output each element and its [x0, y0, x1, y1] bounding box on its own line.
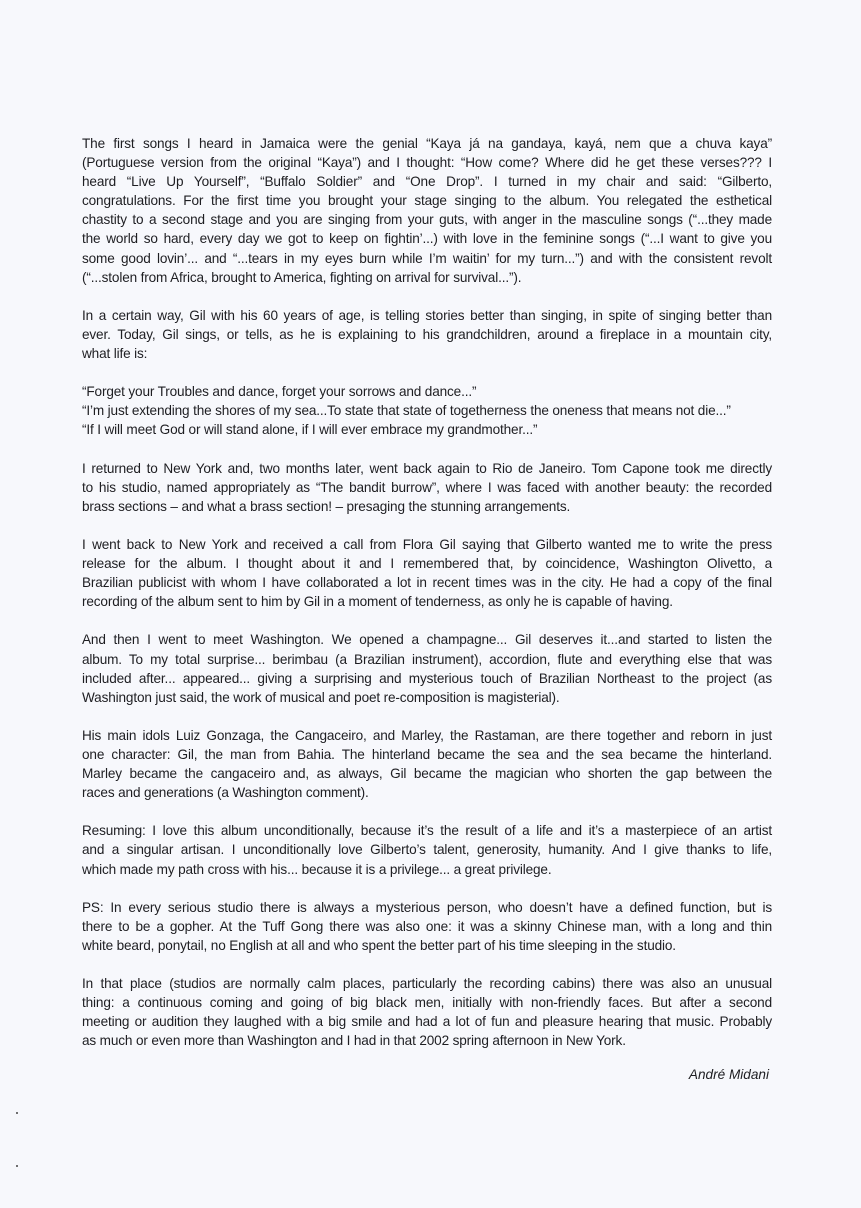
text-line: And then I went to meet Washington. We opened a champagne... Gil deserves it...and started to listen the: [82, 632, 772, 648]
text-line: races and generations (a Washington comment).: [82, 785, 369, 801]
paragraph-gil-60-years: [82, 306, 772, 363]
text-line: heard “Live Up Yourself”, “Buffalo Soldier” and “One Drop”. I turned in my chair and said: “Gilberto,: [82, 174, 772, 190]
text-line: I went back to New York and received a call from Flora Gil saying that Gilberto wanted me to write the press: [82, 536, 772, 552]
text-line: ever. Today, Gil sings, or tells, as he is explaining to his grandchildren, around a fireplace in a mountain city,: [82, 326, 772, 342]
text-line: In a certain way, Gil with his 60 years of age, is telling stories better than singing, in spite of singing better than: [82, 307, 772, 323]
text-line: The first songs I heard in Jamaica were the genial “Kaya já na gandaya, kayá, nem que a chuva kaya”: [82, 136, 772, 151]
text-line: In that place (studios are normally calm places, particularly the recording cabins) there was also an unusual: [82, 976, 772, 992]
paragraph-press-release: [82, 535, 772, 611]
text-line: (Portuguese version from the original “Kaya”) and I thought: “How come? Where did he get these verses??? I: [82, 155, 772, 171]
text-line: the world so hard, every day we got to keep on fightin’...) with love in the feminine songs (“...I want to give you: [82, 231, 772, 247]
paragraph-main-idols: [82, 726, 772, 802]
text-line: Marley became the cangaceiro and, as always, Gil became the magician who shorten the gap between the: [82, 766, 772, 782]
text-line: and a singular artisan. I unconditionally love Gilberto’s talent, generosity, humanity. And I give thanks to life,: [82, 842, 772, 858]
text-line: white beard, ponytail, no English at all and who spent the better part of his time sleeping in the studio.: [82, 937, 676, 953]
text-line: recording of the album sent to him by Gil in a moment of tenderness, as only he is capable of having.: [82, 594, 673, 610]
scan-speck: [16, 1165, 18, 1167]
text-line: chastity to a second stage and you are singing from your guts, with anger in the masculine songs (“...they made: [82, 212, 772, 228]
paragraph-lyric-quotes: [82, 382, 772, 439]
text-line: I returned to New York and, two months later, went back again to Rio de Janeiro. Tom Capone took me directly: [82, 460, 772, 476]
quote-line: “Forget your Troubles and dance, forget your sorrows and dance...”: [82, 384, 477, 400]
text-line: meeting or audition they laughed with a big smile and had a lot of fun and pleasure hearing that music. Probably: [82, 1014, 772, 1030]
text-line: there to be a gopher. At the Tuff Gong there was also one: it was a skinny Chinese man, with a long and thin: [82, 918, 772, 934]
text-line: (“...stolen from Africa, brought to America, fighting on arrival for survival...”).: [82, 269, 522, 285]
paragraph-champagne: [82, 630, 772, 706]
quote-line: “If I will meet God or will stand alone, if I will ever embrace my grandmother...”: [82, 422, 538, 438]
text-line: thing: a continuous coming and going of big black men, initially with non-friendly faces. But after a second: [82, 995, 772, 1011]
text-line: Brazilian publicist with whom I have collaborated a lot in recent times was in the city. He had a copy of the final: [82, 575, 772, 591]
text-line: album. To my total surprise... berimbau (a Brazilian instrument), accordion, flute and everything else that was: [82, 651, 772, 667]
text-line: congratulations. For the first time you brought your stage singing to the album. You relegated the esthetical: [82, 193, 772, 209]
text-line: which made my path cross with his... because it is a privilege... a great privilege.: [82, 861, 552, 877]
text-line: brass sections – and what a brass section! – presaging the stunning arrangements.: [82, 498, 571, 514]
letter-body: [82, 134, 772, 1070]
text-line: included after... appeared... giving a surprising and mysterious touch of Brazilian Northeast to the project (as: [82, 670, 772, 686]
text-line: one character: Gil, the man from Bahia. The hinterland became the sea and the sea became the hinterland.: [82, 747, 772, 762]
text-line: some good lovin’... and “...tears in my eyes burn while I’m waitin’ for my turn...”) and with the consistent revolt: [82, 250, 772, 266]
text-line: PS: In every serious studio there is always a mysterious person, who doesn’t have a defined function, but is: [82, 899, 772, 915]
quote-line: “I’m just extending the shores of my sea...To state that state of togetherness the oneness that means not die...”: [82, 403, 731, 419]
text-line: as much or even more than Washington and I had in that 2002 spring afternoon in New York.: [82, 1033, 626, 1049]
paragraph-rio-return: [82, 459, 772, 516]
text-line: what life is:: [82, 346, 148, 362]
text-line: Washington just said, the work of musical and poet re-composition is magisterial).: [82, 689, 560, 705]
paragraph-studio-visitors: [82, 974, 772, 1050]
text-line: His main idols Luiz Gonzaga, the Cangaceiro, and Marley, the Rastaman, are there together and reborn in just: [82, 727, 772, 743]
text-line: Resuming: I love this album unconditionally, because it’s the result of a life and it’s a masterpiece of an artist: [82, 823, 772, 839]
paragraph-postscript: [82, 898, 772, 955]
paragraph-resuming: [82, 821, 772, 878]
text-line: release for the album. I thought about it and I remembered that, by coincidence, Washington Olivetto, a: [82, 556, 772, 572]
text-line: to his studio, named appropriately as “The bandit burrow”, where I was faced with another beauty: the recorded: [82, 479, 772, 495]
paragraph-first-songs: [82, 134, 772, 287]
author-signature: André Midani: [688, 1067, 769, 1082]
scan-speck: [16, 1112, 18, 1114]
